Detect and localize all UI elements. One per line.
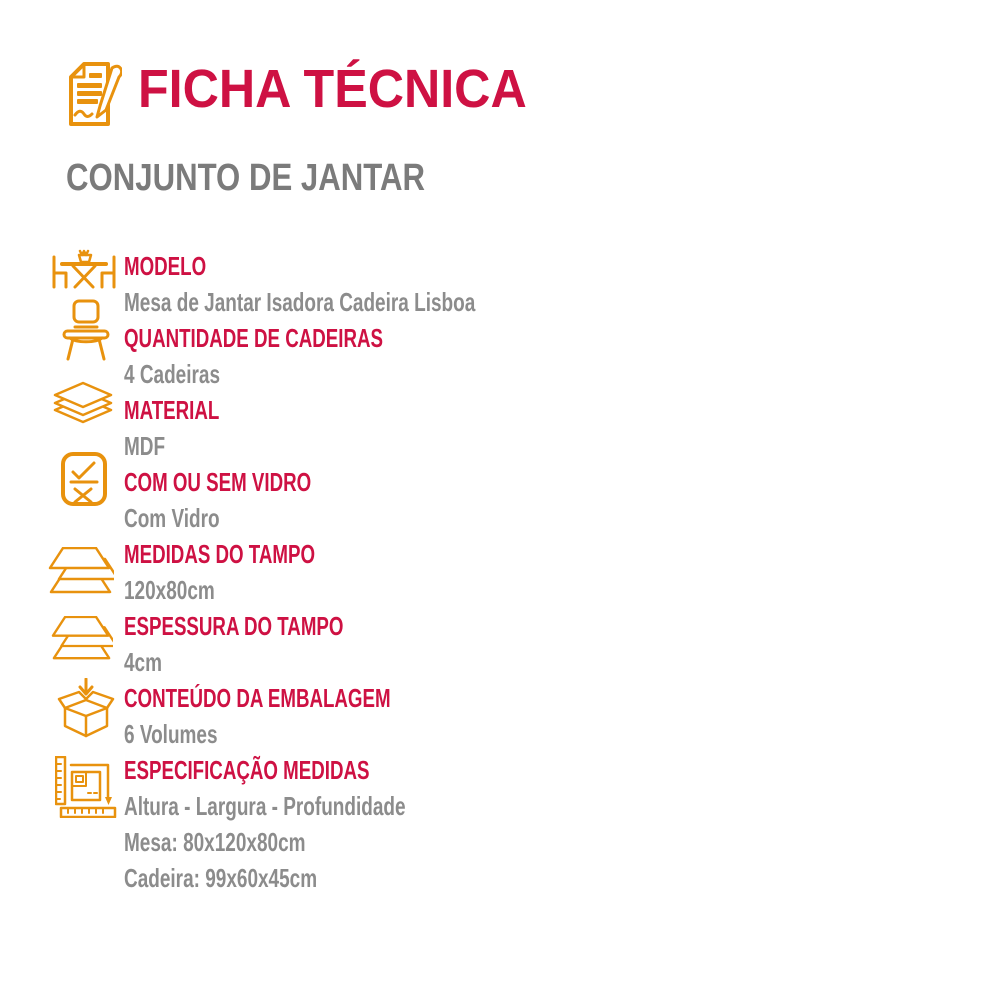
spec-row-vidro — [0, 464, 1000, 536]
spec-value: Com Vidro — [124, 503, 220, 533]
spec-value: MDF — [124, 431, 166, 461]
spec-label: MEDIDAS DO TAMPO — [124, 539, 316, 569]
spec-row-embalagem — [0, 680, 1000, 752]
document-pen-icon — [62, 60, 122, 139]
tabletop-sheets-icon — [51, 616, 113, 666]
spec-label: COM OU SEM VIDRO — [124, 467, 312, 497]
spec-value: Cadeira: 99x60x45cm — [124, 863, 318, 893]
chair-icon — [60, 299, 110, 366]
dining-set-icon — [50, 245, 118, 296]
spec-row-material — [0, 392, 1000, 464]
page-title: FICHA TÉCNICA — [138, 59, 527, 119]
spec-value: Altura - Largura - Profundidade — [124, 791, 406, 821]
spec-row-quantidade-cadeiras — [0, 320, 1000, 392]
spec-row-espessura-tampo — [0, 608, 1000, 680]
checklist-icon — [60, 451, 108, 512]
blueprint-ruler-icon — [55, 756, 117, 823]
spec-value: 6 Volumes — [124, 719, 218, 749]
spec-value: Mesa: 80x120x80cm — [124, 827, 306, 857]
spec-label: ESPECIFICAÇÃO MEDIDAS — [124, 755, 370, 785]
spec-value: 4 Cadeiras — [124, 359, 221, 389]
spec-list — [0, 248, 1000, 896]
spec-value: 120x80cm — [124, 575, 215, 605]
open-box-icon — [57, 678, 115, 745]
spec-label: CONTEÚDO DA EMBALAGEM — [124, 683, 391, 713]
spec-value: 4cm — [124, 647, 162, 677]
spec-value: Mesa de Jantar Isadora Cadeira Lisboa — [124, 287, 476, 317]
spec-row-especificacao — [0, 752, 1000, 896]
tabletop-sheets-icon — [48, 547, 114, 600]
spec-row-modelo — [0, 248, 1000, 320]
spec-row-medidas-tampo — [0, 536, 1000, 608]
spec-label: MATERIAL — [124, 395, 220, 425]
product-category-title: CONJUNTO DE JANTAR — [66, 157, 425, 199]
spec-label: MODELO — [124, 251, 207, 281]
spec-label: QUANTIDADE DE CADEIRAS — [124, 323, 383, 353]
spec-label: ESPESSURA DO TAMPO — [124, 611, 344, 641]
layers-icon — [53, 381, 113, 432]
